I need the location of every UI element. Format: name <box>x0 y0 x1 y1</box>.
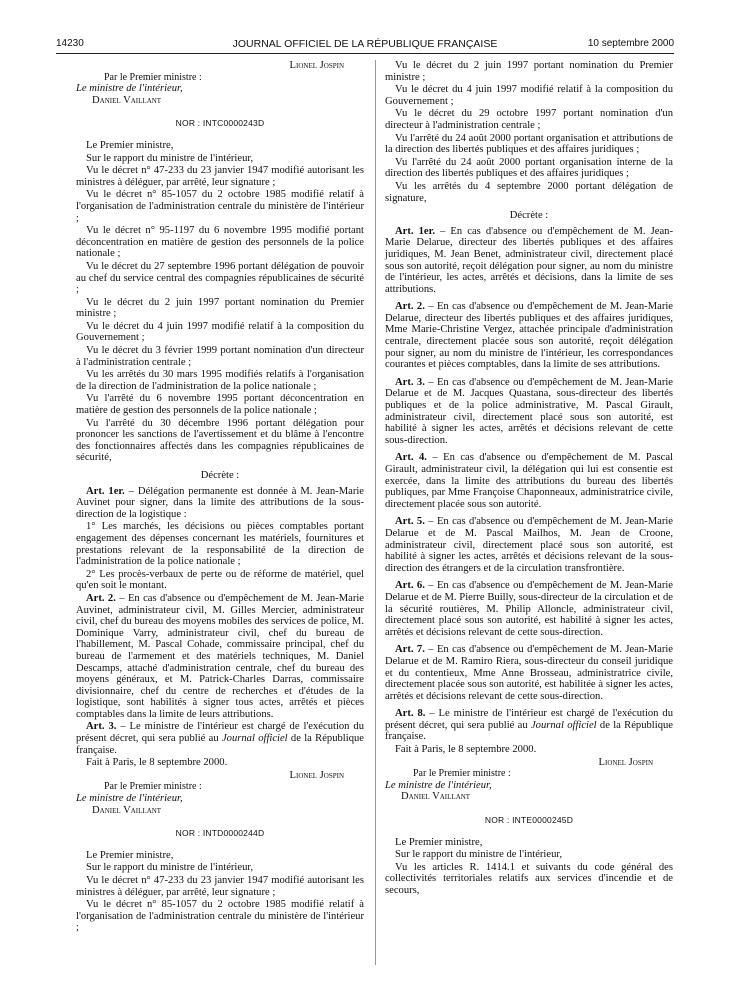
preamble-line: Vu l'arrêté du 24 août 2000 portant organisation et attributions de la direction des libertés publiques et des affaires juridiques ; <box>385 132 673 156</box>
article-label: Art. 3. <box>86 721 117 733</box>
preamble-line: Le Premier ministre, <box>86 139 174 151</box>
article-4 <box>385 452 673 510</box>
minister-title: Le ministre de l'intérieur, <box>76 793 183 805</box>
column-divider <box>375 60 376 965</box>
preamble-line: Vu le décret n° 47-233 du 23 janvier 1947 modifié autorisant les ministres à déléguer, par arrêté, leur signature ; <box>76 165 364 188</box>
article-text: – En cas d'absence ou d'empêchement de M. Pascal Girault, administrateur civil, la délégation qui lui est consentie est exercée, dans la limite des attributions du bureau des libertés publiques, par Mme Françoise Chaponneaux, administratrice civile, directement placée sous son autorité. <box>385 452 673 510</box>
preamble-line: Vu les arrêtés du 30 mars 1995 modifiés relatifs à l'organisation de la direction de l'administration de la police nationale ; <box>76 369 364 392</box>
par-premier-ministre: Par le Premier ministre : <box>413 768 511 780</box>
preamble-line: Sur le rapport du ministre de l'intérieur, <box>395 849 563 861</box>
preamble-line: Vu le décret n° 95-1197 du 6 novembre 1995 modifié portant déconcentration en matière de gestion des personnels de la police nationale ; <box>76 225 364 260</box>
journal-title: JOURNAL OFFICIEL DE LA RÉPUBLIQUE FRANÇAISE <box>232 38 498 50</box>
preamble-line: Vu le décret du 3 février 1999 portant nomination d'un directeur à l'administration centrale ; <box>76 345 364 368</box>
article-item: 1° Les marchés, les décisions ou pièces comptables portant engagement des dépenses concernant les matériels, fournitures et prestations relevant de la responsabilité de la direction de l'administration de la police nationale ; <box>76 521 364 568</box>
article-label: Art. 1er. <box>86 485 125 497</box>
article-2 <box>76 593 364 721</box>
article-2 <box>385 301 673 371</box>
preamble-line: Vu les arrêtés du 4 septembre 2000 portant délégation de signature, <box>385 180 673 204</box>
article-text: – En cas d'absence ou d'empêchement de M. Jean-Marie Delarue et de M. Pascal Mailhos, M. Jean de Croone, administrateur civil, directement placé sous son autorité, est habilité à signer les actes, arrêtés et décisions relevant de la sous-direction des étrangers et de la circulation transfrontière. <box>385 516 674 574</box>
article-label: Art. 6. <box>395 580 425 592</box>
article-7 <box>385 644 673 702</box>
article-text: – En cas d'absence ou d'empêchement de M. Jean-Marie Auvinet, administrateur civil, M. Gilles Mercier, administrateur civil, chef du bureau des moyens mobiles des services de police, M. Dominique Varry, administrateur civil, chef du bureau de l'habillement, M. Pascal Cohade, commissaire principal, chef du bureau de l'armement et des matériels techniques, M. Daniel Descamps, attaché d'administration centrale, chef du bureau des moyens généraux, et M. Patrick-Charles Darras, commissaire divisionnaire, chef du centre de recherches et d'études de la logistique, sont habilités à signer tous actes, arrêtés et pièces comptables dans la limite de leurs attributions. <box>76 592 365 720</box>
header-rule <box>56 53 674 54</box>
article-label: Art. 4. <box>395 452 427 464</box>
decree-preamble <box>385 837 673 897</box>
signature-jospin: Lionel Jospin <box>598 756 653 768</box>
nor-reference: NOR : INTC0000243D <box>175 118 265 129</box>
article-label: Art. 8. <box>395 708 426 720</box>
article-label: Art. 7. <box>395 644 425 656</box>
article-1 <box>76 486 364 521</box>
preamble-line: Vu le décret du 2 juin 1997 portant nomination du Premier ministre ; <box>76 296 364 320</box>
fait-a-paris: Fait à Paris, le 8 septembre 2000. <box>86 757 228 769</box>
decrete-heading: Décrète : <box>509 210 549 222</box>
nor-reference: NOR : INTE0000245D <box>484 815 574 826</box>
preamble-line: Vu le décret n° 47-233 du 23 janvier 1947 modifié autorisant les ministres à déléguer, par arrêté, leur signature ; <box>76 875 364 898</box>
minister-name: Daniel Vaillant <box>92 94 162 106</box>
article-text: – Le ministre de l'intérieur est chargé de l'exécution du présent décret, qui sera publié au <box>76 721 364 745</box>
article-text: de la République française. <box>385 719 673 743</box>
right-column <box>385 60 673 898</box>
par-premier-ministre: Par le Premier ministre : <box>104 781 202 793</box>
decree-preamble <box>385 60 673 204</box>
page-header <box>56 38 674 54</box>
article-text: – En cas d'absence ou d'empêchement de M. Jean-Marie Delarue et de M. Pierre Builly, sous-directeur de la circulation et de la sécurité routières, M. Philip Alloncle, administrateur civil, directement placé sous son autorité, est habilité à signer les actes, arrêtés et décisions relevant de cette sous-direction. <box>385 580 674 638</box>
article-text: – En cas d'absence ou d'empêchement de M. Jean-Marie Delarue, directeur des libertés publiques et des affaires juridiques, M. Jean Benet, administrateur civil, directement placé sous son autorité, reçoit délégation pour signer, au nom du ministre de l'intérieur, les actes, arrêtés et décisions, dans la limite de ses attributions. <box>385 225 673 295</box>
preamble-line: Sur le rapport du ministre de l'intérieur, <box>86 152 254 164</box>
article-text: – En cas d'absence ou d'empêchement de M. Jean-Marie Delarue et de M. Jacques Quastana, sous-directeur des libertés publiques et de la police administrative, M. Pascal Girault, administrateur civil, directement placé sous son autorité, est habilité à signer les actes, arrêtés et décisions relevant de cette sous-direction. <box>385 376 674 446</box>
left-column <box>76 60 364 935</box>
article-label: Art. 2. <box>395 301 425 313</box>
article-text: de la République française. <box>76 733 364 756</box>
preamble-line: Vu le décret du 29 octobre 1997 portant nomination d'un directeur à l'administration centrale ; <box>385 108 673 131</box>
article-text: – Le ministre de l'intérieur est chargé de l'exécution du présent décret, qui sera publié au <box>385 708 673 731</box>
article-label: Art. 2. <box>86 592 116 604</box>
article-3 <box>76 721 364 756</box>
article-text: – En cas d'absence ou d'empêchement de M. Jean-Marie Delarue et de M. Ramiro Riera, sous-directeur du conseil juridique et du contentieux, Mme Anne Brosseau, administratrice civile, directement placée sous son autorité, est habilitée à signer les actes, arrêtés et décisions relevant de cette sous-direction. <box>385 644 674 702</box>
article-label: Art. 1er. <box>395 225 435 237</box>
page-number: 14230 <box>56 38 84 49</box>
par-premier-ministre: Par le Premier ministre : <box>104 71 202 83</box>
issue-date: 10 septembre 2000 <box>587 38 674 49</box>
article-1 <box>385 226 673 296</box>
decree-preamble <box>76 850 364 934</box>
signature-jospin: Lionel Jospin <box>289 60 344 71</box>
article-3 <box>385 377 673 447</box>
article-item: 2° Les procès-verbaux de perte ou de réforme de matériel, quel qu'en soit le montant. <box>76 568 364 592</box>
article-text: – Délégation permanente est donnée à M. Jean-Marie Auvinet pour signer, dans la limite des attributions de la sous-direction de la logistique : <box>76 485 364 520</box>
article-6 <box>385 580 673 638</box>
decree-preamble <box>76 140 364 464</box>
article-label: Art. 5. <box>395 516 425 528</box>
preamble-line: Vu le décret n° 85-1057 du 2 octobre 1985 modifié relatif à l'organisation de l'administration centrale du ministère de l'intérieur ; <box>76 899 364 934</box>
minister-title: Le ministre de l'intérieur, <box>76 83 183 95</box>
decrete-heading: Décrète : <box>200 470 240 481</box>
article-label: Art. 3. <box>395 376 425 388</box>
minister-name: Daniel Vaillant <box>92 804 162 816</box>
minister-name: Daniel Vaillant <box>401 791 471 803</box>
preamble-line: Sur le rapport du ministre de l'intérieur, <box>86 862 254 874</box>
preamble-line: Vu le décret du 4 juin 1997 modifié relatif à la composition du Gouvernement ; <box>385 84 673 107</box>
article-8 <box>385 708 673 743</box>
preamble-line: Vu les articles R. 1414.1 et suivants du code général des collectivités territoriales relatifs aux services d'incendie et de secours, <box>385 861 673 896</box>
article-5 <box>385 516 673 574</box>
signature-jospin: Lionel Jospin <box>289 769 344 781</box>
preamble-line: Vu l'arrêté du 6 novembre 1995 portant déconcentration en matière de gestion des personnels de la police nationale ; <box>76 393 364 417</box>
preamble-line: Vu le décret du 27 septembre 1996 portant délégation de pouvoir au chef du service central des compagnies républicaines de sécurité ; <box>76 260 364 296</box>
article-text: – En cas d'absence ou d'empêchement de M. Jean-Marie Delarue, directeur des libertés publiques et des affaires juridiques, Mme Marie-Christine Vergez, attachée principale d'administration centrale, directement placée sous son autorité, reçoit délégation pour signer, au nom du ministre de l'intérieur, les correspondances courantes et pièces comptables, dans la limite de ses attributions. <box>385 301 674 371</box>
nor-reference: NOR : INTD0000244D <box>175 828 265 839</box>
journal-officiel-italic: Journal officiel <box>221 733 288 745</box>
preamble-line: Vu l'arrêté du 30 décembre 1996 portant délégation pour prononcer les sanctions de l'avertissement et du blâme à l'encontre des fonctionnaires affectés dans les compagnies républicaines de sécurité, <box>76 417 364 464</box>
fait-a-paris: Fait à Paris, le 8 septembre 2000. <box>395 744 537 756</box>
preamble-line: Vu le décret du 2 juin 1997 portant nomination du Premier ministre ; <box>385 60 673 83</box>
journal-officiel-italic: Journal officiel <box>530 719 597 731</box>
preamble-line: Le Premier ministre, <box>86 849 174 861</box>
preamble-line: Le Premier ministre, <box>395 836 483 848</box>
preamble-line: Vu l'arrêté du 24 août 2000 portant organisation interne de la direction des libertés publiques et des affaires juridiques ; <box>385 156 673 180</box>
preamble-line: Vu le décret du 4 juin 1997 modifié relatif à la composition du Gouvernement ; <box>76 320 364 344</box>
minister-title: Le ministre de l'intérieur, <box>385 779 492 791</box>
preamble-line: Vu le décret n° 85-1057 du 2 octobre 1985 modifié relatif à l'organisation de l'administration centrale du ministère de l'intérieur ; <box>76 189 364 224</box>
